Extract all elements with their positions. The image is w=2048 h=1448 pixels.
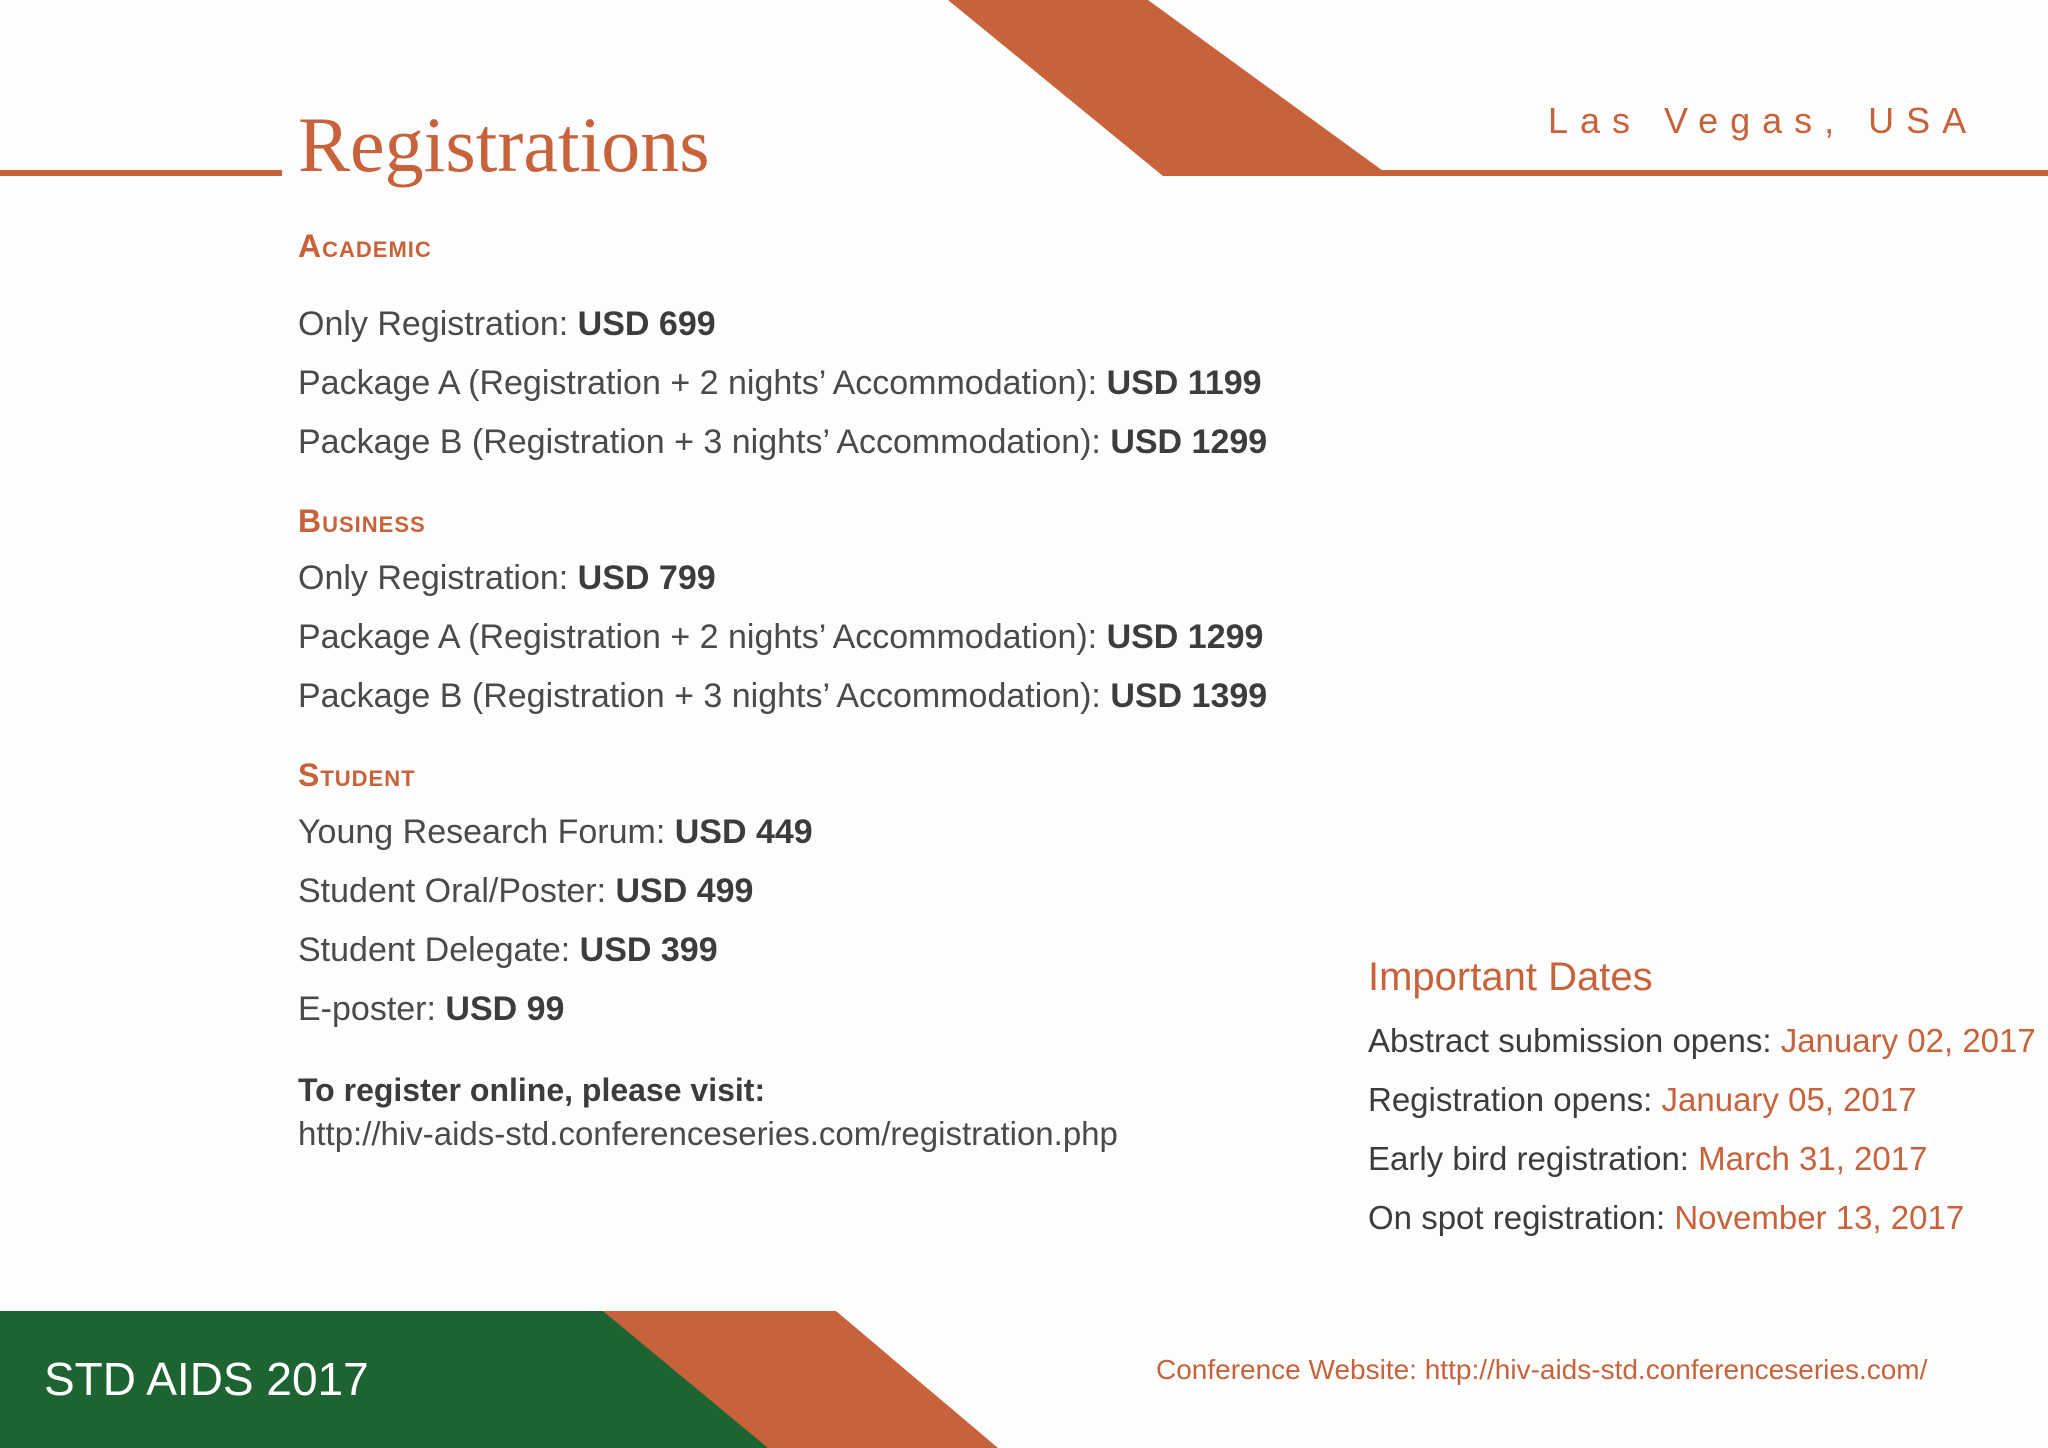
page-title: Registrations [298, 101, 710, 188]
date-item: On spot registration: November 13, 2017 [1368, 1199, 1965, 1236]
fee-item: Package B (Registration + 3 nights’ Accommodation): USD 1399 [298, 677, 1268, 715]
fee-item: Only Registration: USD 699 [298, 305, 716, 343]
register-link[interactable]: http://hiv-aids-std.conferenceseries.com/registration.php [298, 1115, 1118, 1152]
fee-item: Young Research Forum: USD 449 [298, 813, 813, 851]
section-heading-student: Student [298, 757, 416, 793]
header-diagonal-band [948, 0, 1390, 176]
date-item: Registration opens: January 05, 2017 [1368, 1081, 1917, 1118]
date-item: Early bird registration: March 31, 2017 [1368, 1140, 1928, 1177]
fee-item: E-poster: USD 99 [298, 990, 565, 1028]
event-name: STD AIDS 2017 [44, 1353, 369, 1405]
location-label: Las Vegas, USA [1548, 100, 1979, 141]
header-rule-right [1380, 170, 2048, 176]
fee-item: Package B (Registration + 3 nights’ Accommodation): USD 1299 [298, 423, 1268, 461]
section-heading-academic: Academic [298, 228, 432, 264]
fee-item: Student Delegate: USD 399 [298, 931, 718, 969]
register-label: To register online, please visit: [298, 1072, 766, 1108]
important-dates-heading: Important Dates [1368, 955, 1653, 999]
fee-item: Student Oral/Poster: USD 499 [298, 872, 754, 910]
header-rule-left [0, 170, 282, 176]
conference-website-link[interactable]: Conference Website: http://hiv-aids-std.conferenceseries.com/ [1156, 1354, 1928, 1385]
fee-item: Package A (Registration + 2 nights’ Accommodation): USD 1299 [298, 618, 1264, 656]
fee-item: Package A (Registration + 2 nights’ Accommodation): USD 1199 [298, 364, 1262, 402]
date-item: Abstract submission opens: January 02, 2017 [1368, 1022, 2036, 1059]
fee-item: Only Registration: USD 799 [298, 559, 716, 597]
section-heading-business: Business [298, 503, 426, 539]
